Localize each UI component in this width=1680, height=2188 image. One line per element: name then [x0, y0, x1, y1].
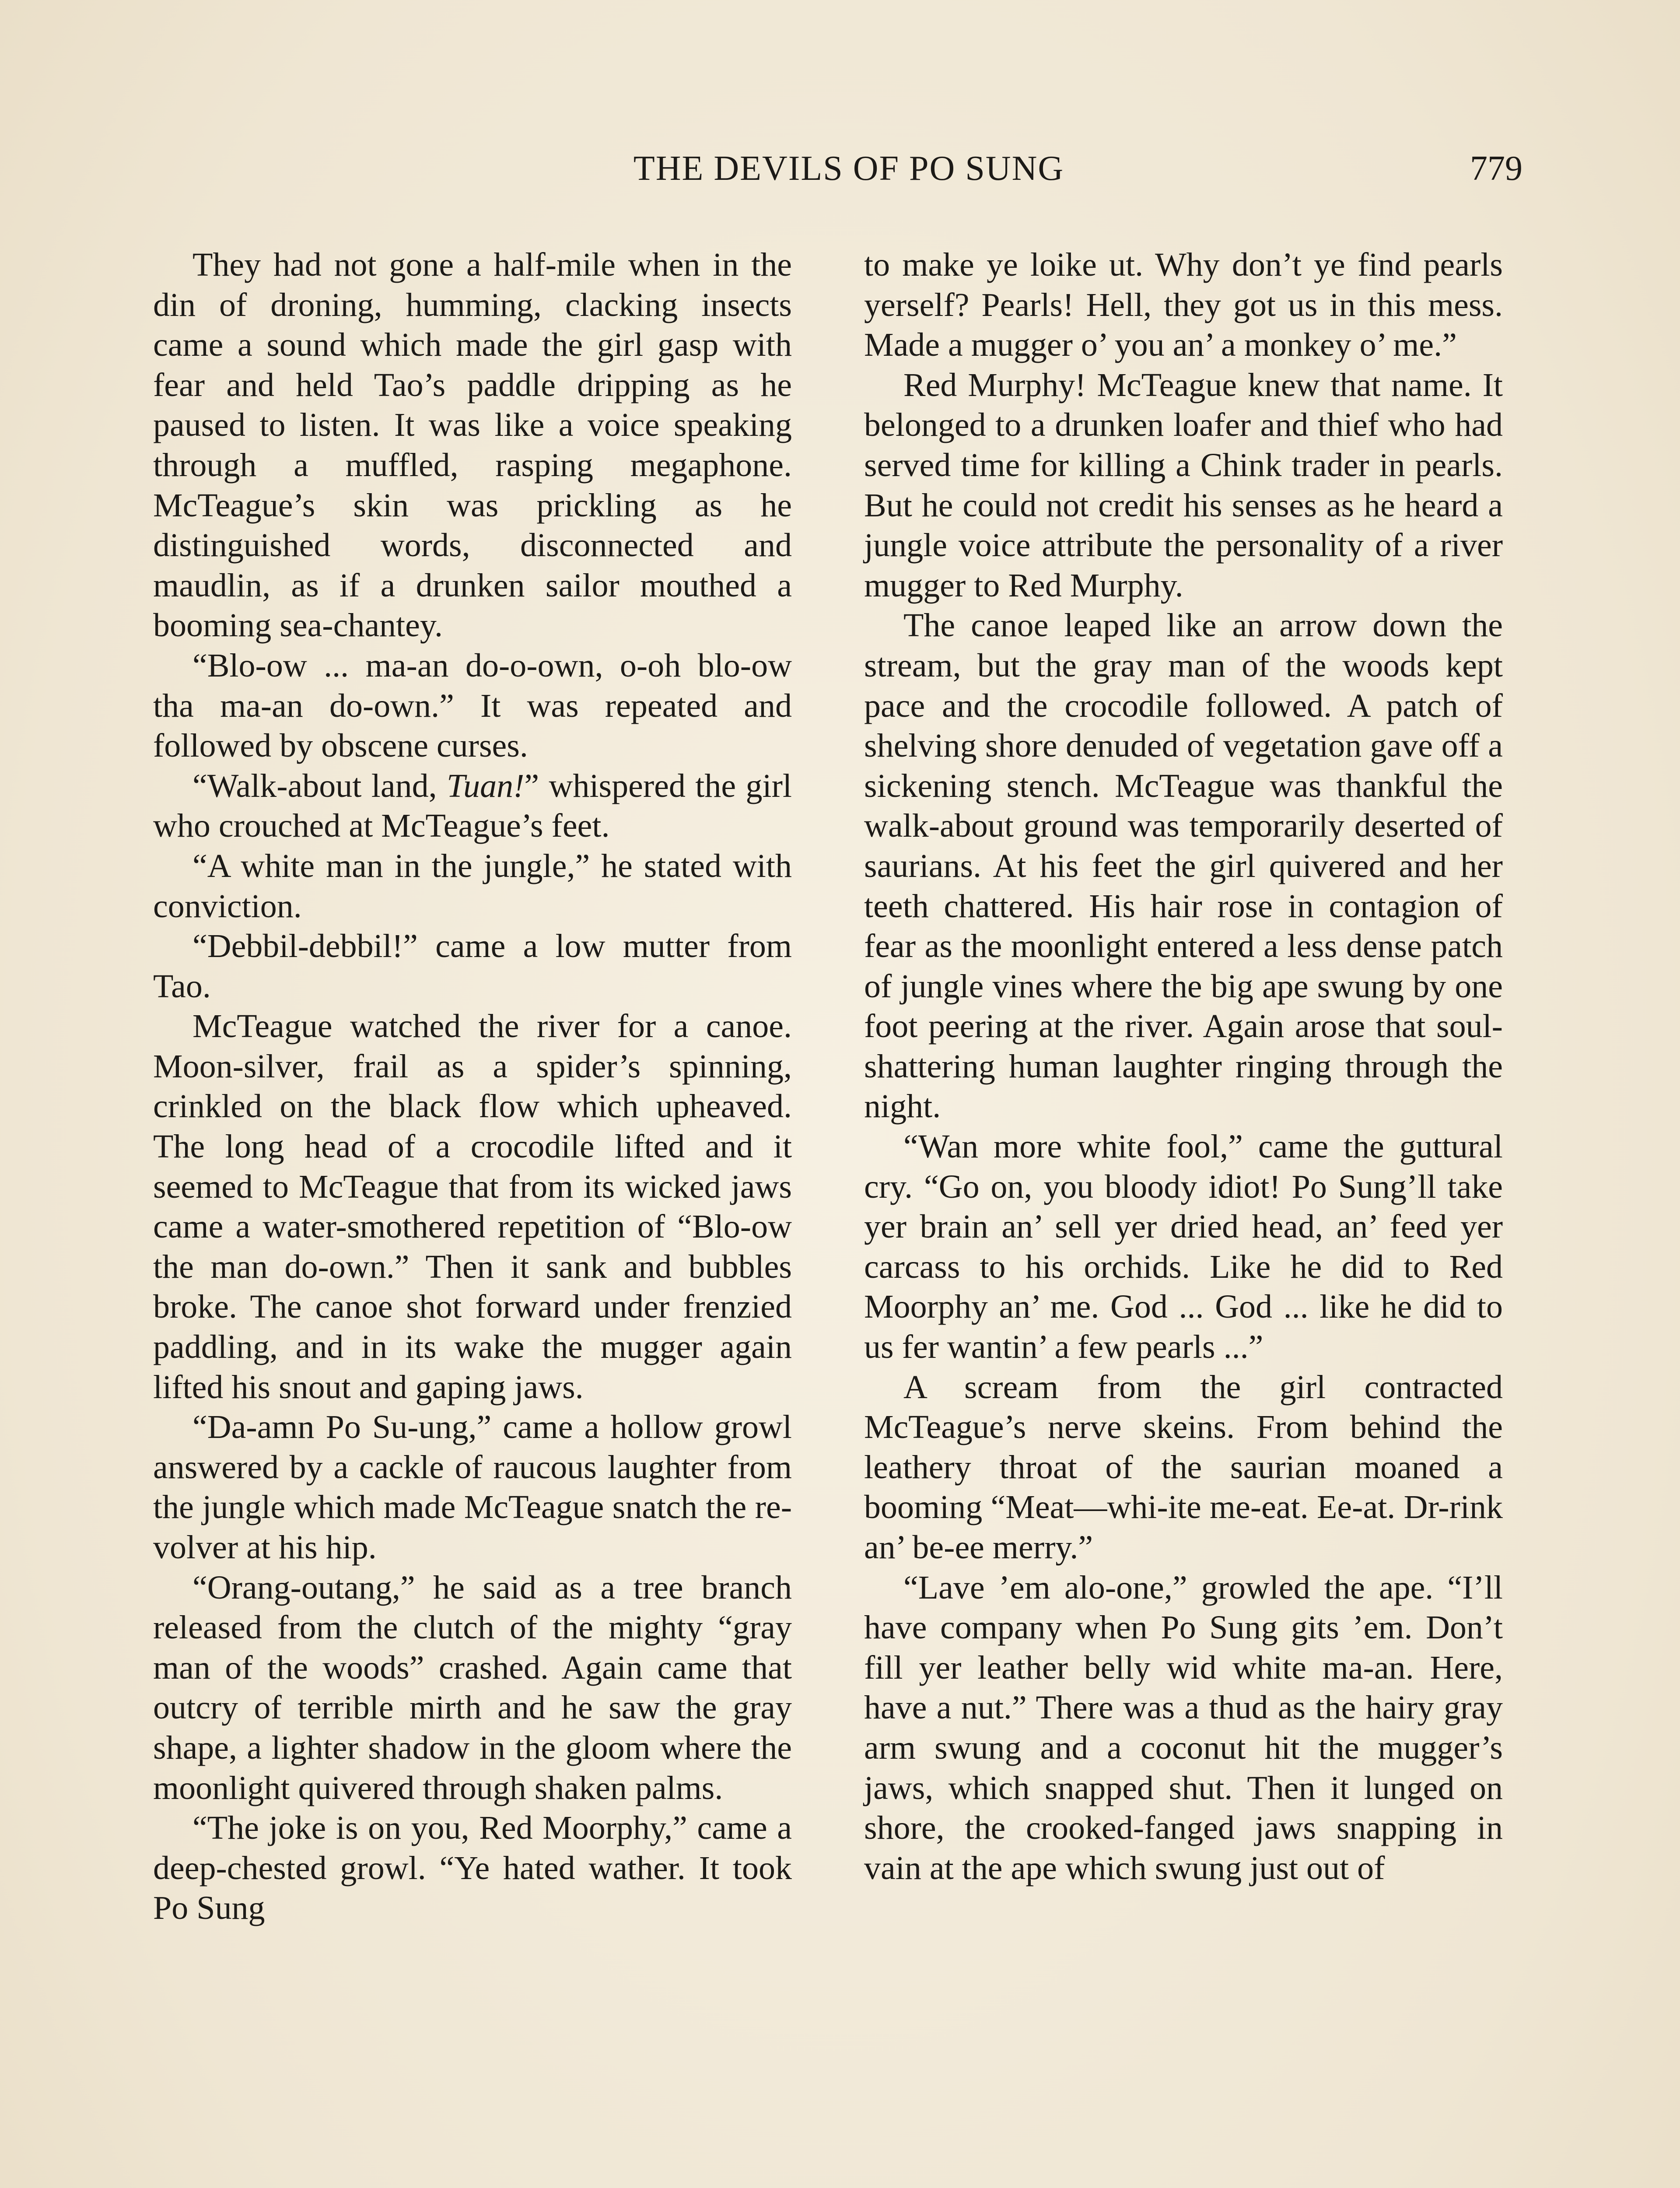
paragraph: A scream from the girl contracted McTeague’s nerve skeins. From behind the leathery throat of the saurian moaned a booming “Meat—whi-ite me-eat. Ee-at. Dr-rink an’ be-ee merry.” — [864, 1368, 1503, 1566]
paragraph: “Da-amn Po Su-ung,” came a hollow growl answered by a cackle of raucous laughter from the jungle which made McTeague snatch the revolver at his hip. — [153, 1409, 792, 1566]
running-title: THE DEVILS OF PO SUNG — [633, 149, 1064, 188]
paragraph-text: ” whispered the girl who crouched at McTeague’s feet. — [153, 767, 792, 845]
paragraph: The canoe leaped like an arrow down the stream, but the gray man of the woods kept pace and the crocodile followed. A patch of shelving shore denuded of vegetation gave off a sickening stench. McTeague was thankful the walk-about ground was temporarily deserted of saurians. At his feet the girl quivered and her teeth chattered. His hair rose in contagion of fear as the moonlight entered a less dense patch of jungle vines where the big ape swung by one foot peering at the river. Again arose that soul-shattering human laughter ringing through the night. — [864, 607, 1503, 1125]
paragraph — [153, 766, 792, 846]
paragraph-continued: to make ye loike ut. Why don’t ye find pearls yerself? Pearls! Hell, they got us in this mess. Made a mugger o’ you an’ a monkey o’ me.” — [864, 246, 1503, 364]
paragraph: “The joke is on you, Red Moorphy,” came a deep-chested growl. “Ye hated wather. It took Po Sung — [153, 1809, 792, 1927]
right-column — [864, 245, 1503, 1888]
paragraph: McTeague watched the river for a canoe. Moon-silver, frail as a spider’s spinning, crinkled on the black flow which upheaved. The long head of a crocodile lifted and it seemed to McTeague that from its wicked jaws came a water-smothered repetition of “Blo-ow the man do-own.” Then it sank and bubbles broke. The canoe shot forward under frenzied paddling, and in its wake the mugger again lifted his snout and gaping jaws. — [153, 1008, 792, 1406]
italic-word: Tuan! — [447, 767, 525, 804]
paragraph: “Lave ’em alo-one,” growled the ape. “I’ll have company when Po Sung gits ’em. Don’t fill yer leather belly wid white ma-an. Here, have a nut.” There was a thud as the hairy gray arm swung and a coconut hit the mugger’s jaws, which snapped shut. Then it lunged on shore, the crooked-fanged jaws snapping in vain at the ape which swung just out of — [864, 1569, 1503, 1886]
running-head — [175, 144, 1522, 193]
page-number: 779 — [1470, 149, 1522, 188]
paragraph: “Debbil-debbil!” came a low mutter from Tao. — [153, 928, 792, 1005]
paragraph: Red Murphy! McTeague knew that name. It belonged to a drunken loafer and thief who had served time for killing a Chink trader in pearls. But he could not credit his senses as he heard a jungle voice attribute the personality of a river mugger to Red Murphy. — [864, 366, 1503, 604]
paragraph: “A white man in the jungle,” he stated with conviction. — [153, 847, 792, 925]
left-column — [153, 245, 792, 1929]
paragraph-text: “Walk-about land, — [192, 767, 447, 804]
paragraph: “Wan more white fool,” came the guttural cry. “Go on, you bloody idiot! Po Sung’ll take yer brain an’ sell yer dried head, an’ feed yer carcass to his orchids. Like he did to Red Moorphy an’ me. God ... God ... like he did to us fer wantin’ a few pearls ...” — [864, 1128, 1503, 1366]
paragraph: They had not gone a half-mile when in the din of droning, humming, clacking insects came a sound which made the girl gasp with fear and held Tao’s paddle dripping as he paused to listen. It was like a voice speaking through a muffled, rasping megaphone. McTeague’s skin was prickling as he distinguished words, disconnected and maudlin, as if a drunken sailor mouthed a booming sea-chantey. — [153, 246, 792, 644]
paragraph: “Orang-outang,” he said as a tree branch released from the clutch of the mighty “gray man of the woods” crashed. Again came that outcry of terrible mirth and he saw the gray shape, a lighter shadow in the gloom where the moonlight quivered through shaken palms. — [153, 1569, 792, 1806]
paragraph: “Blo-ow ... ma-an do-o-own, o-oh blo-ow tha ma-an do-own.” It was repeated and followed by obscene curses. — [153, 647, 792, 764]
